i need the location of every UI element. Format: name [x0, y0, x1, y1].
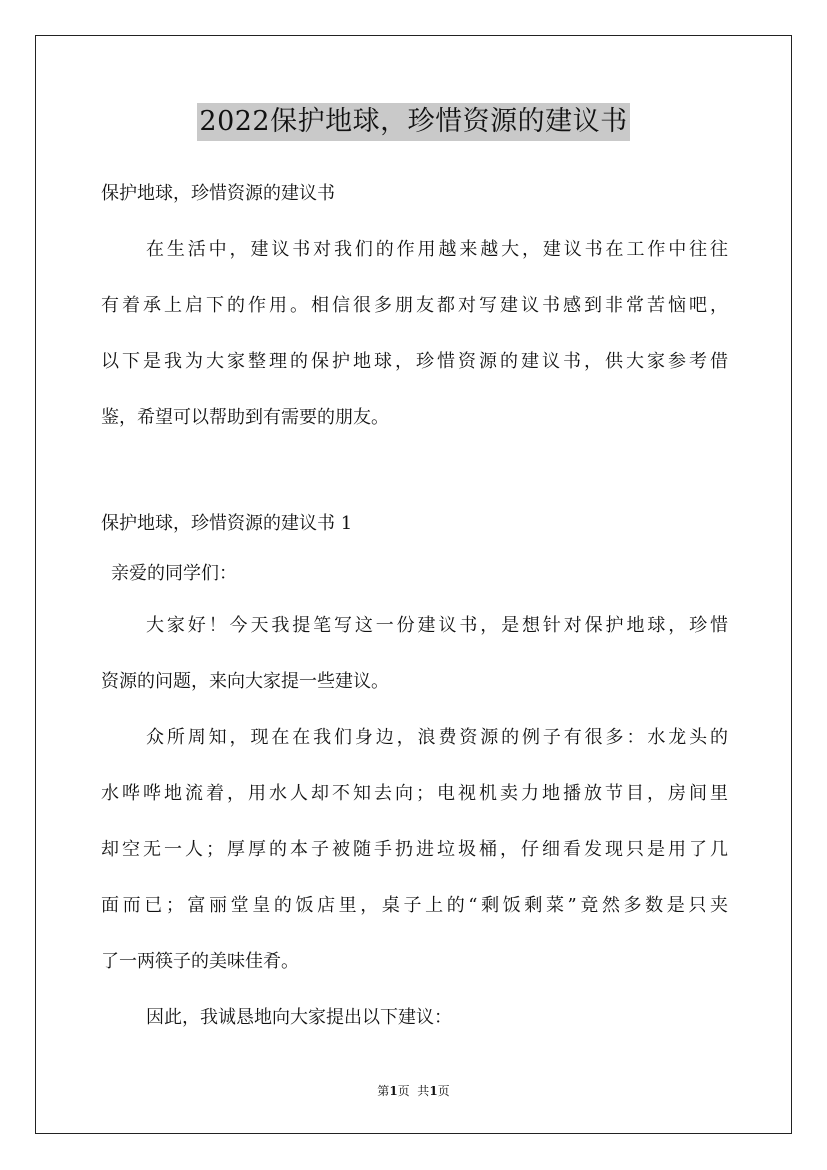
footer-page-mid: 页 共	[397, 1084, 430, 1098]
paragraph-line: 水哗哗地流着，用水人却不知去向；电视机卖力地播放节目，房间里	[101, 783, 728, 804]
document-title: 2022保护地球，珍惜资源的建议书	[197, 103, 629, 141]
greeting: 亲爱的同学们：	[111, 563, 237, 584]
paragraph-line: 大家好！今天我提笔写这一份建议书，是想针对保护地球，珍惜	[146, 615, 728, 636]
paragraph-line: 众所周知，现在在我们身边，浪费资源的例子有很多：水龙头的	[146, 727, 728, 748]
paragraph-line: 却空无一人；厚厚的本子被随手扔进垃圾桶，仔细看发现只是用了几	[101, 839, 728, 860]
paragraph-line: 因此，我诚恳地向大家提出以下建议：	[146, 1007, 452, 1028]
footer-page-number: 1	[389, 1084, 398, 1098]
intro-line: 以下是我为大家整理的保护地球，珍惜资源的建议书，供大家参考借	[101, 351, 728, 372]
paragraph-line: 了一两筷子的美味佳肴。	[101, 951, 299, 972]
page-footer	[0, 1082, 827, 1100]
intro-line: 鉴，希望可以帮助到有需要的朋友。	[101, 407, 389, 428]
document-heading: 保护地球，珍惜资源的建议书	[101, 183, 335, 204]
paragraph-line: 资源的问题，来向大家提一些建议。	[101, 671, 389, 692]
footer-page-prefix: 第	[377, 1084, 390, 1098]
paragraph-line: 面而已；富丽堂皇的饭店里，桌子上的“剩饭剩菜”竟然多数是只夹	[101, 895, 728, 916]
footer-total-pages: 1	[429, 1084, 438, 1098]
intro-line: 在生活中，建议书对我们的作用越来越大，建议书在工作中往往	[146, 239, 728, 260]
intro-line: 有着承上启下的作用。相信很多朋友都对写建议书感到非常苦恼吧，	[101, 295, 728, 316]
section-heading: 保护地球，珍惜资源的建议书 1	[101, 513, 353, 534]
document-body	[101, 176, 728, 1046]
footer-page-suffix: 页	[437, 1084, 450, 1098]
title-container	[0, 103, 827, 141]
